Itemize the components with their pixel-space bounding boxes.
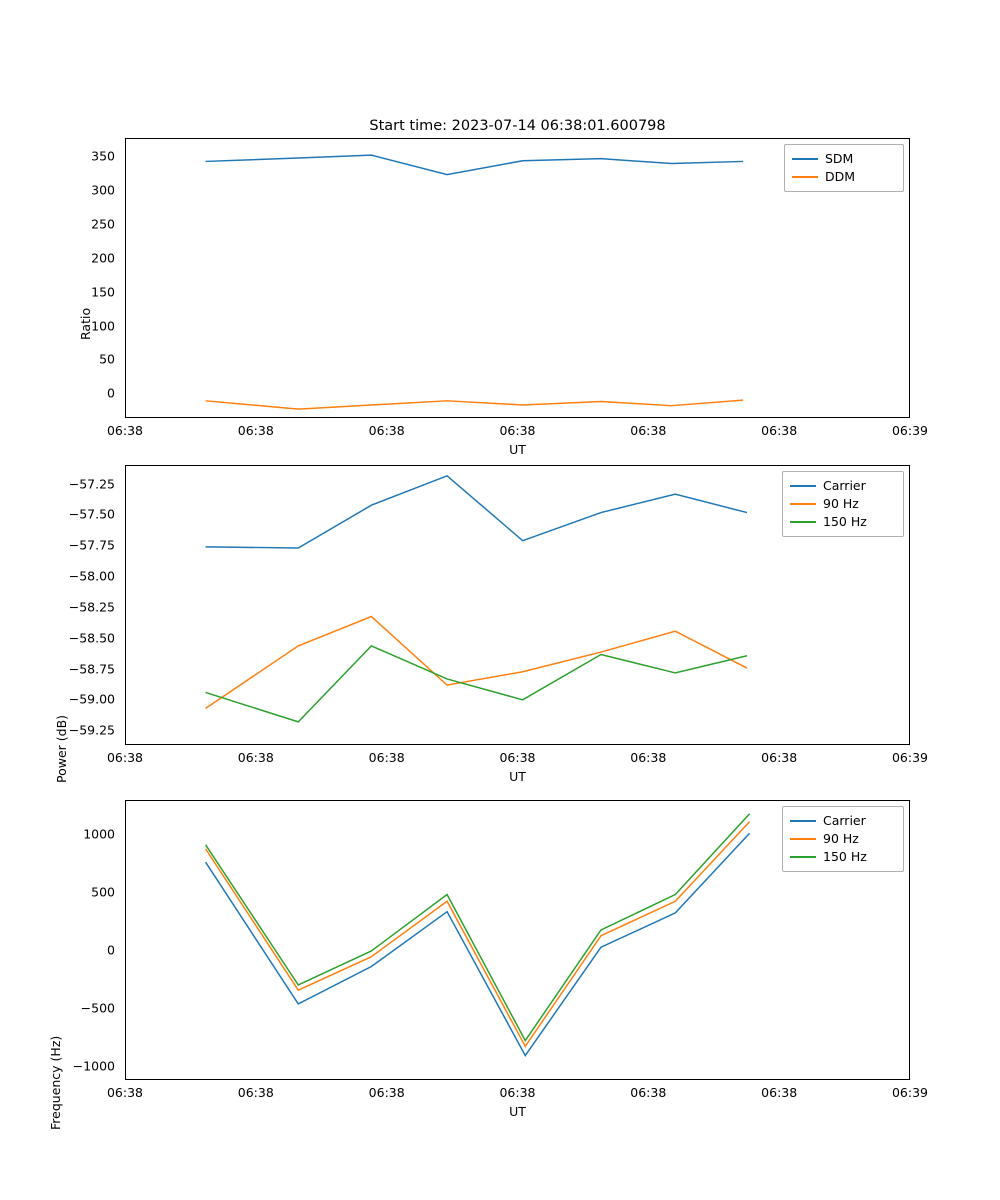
ratio-y-axis-label: Ratio [78, 307, 93, 340]
series-150hz-power [206, 646, 747, 722]
x-tick-label: 06:39 [891, 750, 929, 765]
power-legend [782, 471, 904, 537]
legend-label-sdm: SDM [825, 151, 854, 166]
x-tick-label: 06:38 [630, 1085, 667, 1100]
legend-item [790, 848, 896, 866]
x-tick-label: 06:38 [368, 750, 405, 765]
power-axes [125, 465, 910, 745]
y-tick-label: −57.75 [68, 537, 115, 553]
series-carrier-power [206, 476, 747, 548]
x-tick-label: 06:38 [630, 423, 667, 438]
series-90hz-freq [206, 822, 750, 1047]
legend-label-90hz: 90 Hz [823, 496, 859, 511]
legend-item [790, 477, 896, 495]
legend-label-150hz: 150 Hz [823, 514, 867, 529]
legend-swatch-sdm [792, 158, 818, 160]
legend-swatch-ddm [792, 176, 818, 178]
x-tick-label: 06:38 [368, 1085, 405, 1100]
y-tick-label: −57.25 [68, 476, 115, 491]
y-tick-label: 150 [91, 284, 115, 300]
legend-label-90hz: 90 Hz [823, 831, 859, 846]
series-sdm [206, 155, 744, 174]
y-tick-label: −58.50 [68, 630, 115, 646]
x-tick-label: 06:38 [761, 1085, 798, 1100]
y-tick-label: 250 [91, 216, 115, 232]
y-tick-label: 300 [91, 182, 115, 198]
y-tick-label: −58.25 [68, 599, 115, 615]
y-tick-label: 0 [107, 385, 115, 401]
legend-swatch-carrier [790, 820, 816, 822]
ratio-legend [784, 144, 904, 192]
y-tick-label: −500 [80, 1000, 115, 1016]
x-tick-label: 06:38 [761, 423, 798, 438]
legend-item [790, 812, 896, 830]
y-tick-label: 50 [99, 351, 115, 367]
power-panel [0, 448, 1000, 784]
legend-item [792, 150, 896, 168]
x-tick-label: 06:38 [106, 1085, 144, 1100]
legend-label-carrier: Carrier [823, 478, 866, 493]
x-tick-label: 06:38 [237, 1085, 274, 1100]
x-tick-label: 06:39 [891, 423, 929, 438]
y-tick-label: 1000 [83, 826, 115, 842]
frequency-panel [0, 780, 1000, 1130]
y-tick-label: 0 [107, 942, 115, 958]
x-tick-label: 06:38 [761, 750, 798, 765]
y-tick-label: −1000 [72, 1058, 115, 1074]
legend-swatch-90hz [790, 838, 816, 840]
y-tick-label: 100 [91, 318, 115, 333]
legend-swatch-carrier [790, 485, 816, 487]
x-tick-label: 06:38 [630, 750, 667, 765]
legend-label-carrier: Carrier [823, 813, 866, 828]
legend-swatch-150hz [790, 521, 816, 523]
series-90hz-power [206, 617, 747, 709]
legend-item [792, 168, 896, 186]
y-tick-label: −59.00 [68, 691, 115, 707]
y-tick-label: −57.50 [68, 506, 115, 522]
x-tick-label: 06:38 [237, 423, 274, 438]
legend-item [790, 830, 896, 848]
ratio-panel [0, 110, 1000, 460]
legend-label-ddm: DDM [825, 169, 856, 184]
series-ddm [206, 400, 744, 409]
x-tick-label: 06:38 [499, 750, 536, 765]
frequency-y-axis-label: Frequency (Hz) [48, 1035, 63, 1130]
y-tick-label: 350 [91, 148, 115, 164]
ratio-axes [125, 138, 910, 418]
x-tick-label: 06:39 [891, 1085, 929, 1100]
x-tick-label: 06:38 [368, 423, 405, 438]
x-tick-label: 06:38 [106, 750, 144, 765]
y-tick-label: 200 [91, 250, 115, 266]
y-tick-label: −59.25 [68, 722, 115, 738]
x-tick-label: 06:38 [106, 423, 144, 438]
y-tick-label: −58.00 [68, 568, 115, 584]
ratio-x-axis-label: UT [509, 442, 526, 457]
x-tick-label: 06:38 [499, 1085, 536, 1100]
legend-swatch-150hz [790, 856, 816, 858]
legend-item [790, 495, 896, 513]
legend-swatch-90hz [790, 503, 816, 505]
legend-label-150hz: 150 Hz [823, 849, 867, 864]
series-carrier-freq [206, 833, 750, 1055]
frequency-x-axis-label: UT [509, 1104, 526, 1119]
power-x-axis-label: UT [509, 769, 526, 784]
x-tick-label: 06:38 [237, 750, 274, 765]
x-tick-label: 06:38 [499, 423, 536, 438]
page-title: Start time: 2023-07-14 06:38:01.600798 [369, 118, 666, 134]
series-150hz-freq [206, 814, 750, 1041]
frequency-legend [782, 806, 904, 872]
power-y-axis-label: Power (dB) [54, 714, 69, 783]
y-tick-label: 500 [91, 884, 115, 900]
legend-item [790, 513, 896, 531]
y-tick-label: −58.75 [68, 661, 115, 677]
frequency-axes [125, 800, 910, 1080]
